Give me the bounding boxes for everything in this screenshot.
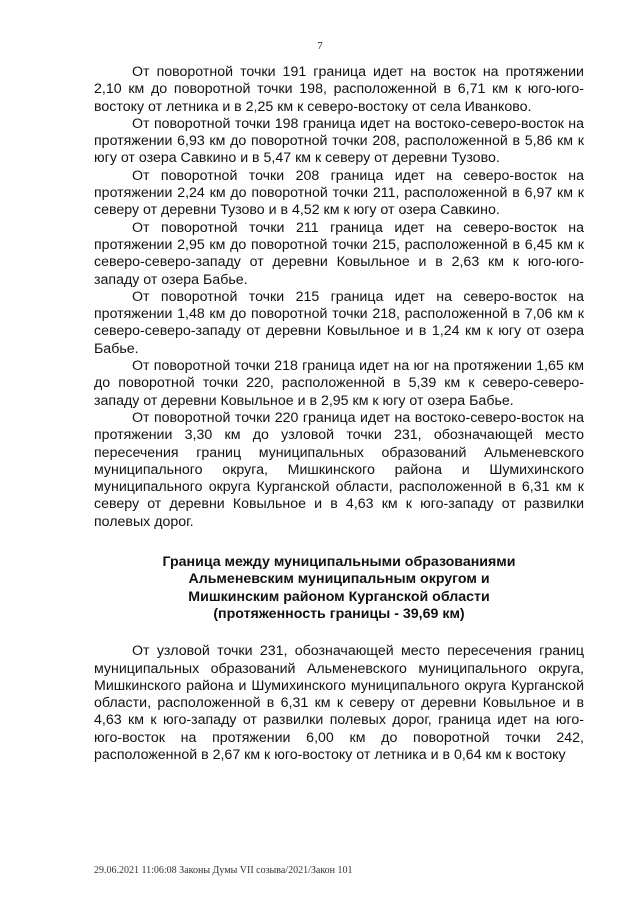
- heading-line: Граница между муниципальными образованиями: [162, 554, 516, 571]
- paragraph: От поворотной точки 218 граница идет на юг на протяжении 1,65 км до поворотной точки 220, расположенной в 5,39 км к северо-северо-западу от деревни Ковыльное и в 2,95 км к югу от озера Бабье.: [94, 358, 584, 409]
- document-body: [94, 64, 584, 764]
- paragraph: От поворотной точки 208 граница идет на северо-восток на протяжении 2,24 км до поворотной точки 211, расположенной в 6,97 км к северу от деревни Тузово и в 4,52 км к югу от озера Савкино.: [94, 167, 584, 219]
- heading-line: (протяженность границы - 39,69 км): [213, 605, 465, 622]
- heading-line: Альменевским муниципальным округом и: [188, 571, 490, 588]
- paragraph: От поворотной точки 191 граница идет на восток на протяжении 2,10 км до поворотной точки 198, расположенной в 6,71 км к юго-юго-востоку от летника и в 2,25 км к северо-востоку от села Иванково.: [94, 64, 584, 115]
- paragraph: От поворотной точки 198 граница идет на востоко-северо-восток на протяжении 6,93 км до поворотной точки 208, расположенной в 5,86 км к югу от озера Савкино и в 5,47 км к северу от деревни Тузово.: [94, 115, 584, 167]
- section-heading: [94, 554, 584, 623]
- heading-line: Мишкинским районом Курганской области: [188, 588, 490, 605]
- page-number: 7: [317, 40, 323, 52]
- paragraph: От узловой точки 231, обозначающей место пересечения границ муниципальных образований Альменевского муниципального округа, Мишкинского района и Шумихинского муниципального округа Курганской области, расположенной в 6,31 км к северу от деревни Ковыльное и в 4,63 км к юго-западу от развилки полевых дорог, граница идет на юго-юго-восток на протяжении 6,00 км до поворотной точки 242, расположенной в 2,67 км к юго-востоку от летника и в 0,64 км к востоку: [94, 643, 584, 763]
- paragraph: От поворотной точки 220 граница идет на востоко-северо-восток на протяжении 3,30 км до узловой точки 231, обозначающей место пересечения границ муниципальных образований Альменевского муниципального округа, Мишкинского района и Шумихинского муниципального округа Курганской области, расположенной в 6,31 км к северу от деревни Ковыльное и в 4,63 км к юго-западу от развилки полевых дорог.: [94, 409, 584, 530]
- footer-stamp: 29.06.2021 11:06:08 Законы Думы VII созыва/2021/Закон 101: [94, 865, 353, 876]
- paragraph: От поворотной точки 211 граница идет на северо-восток на протяжении 2,95 км до поворотной точки 215, расположенной в 6,45 км к северо-северо-западу от деревни Ковыльное и в 2,63 км к юго-юго-западу от озера Бабье.: [94, 219, 584, 288]
- paragraph: От поворотной точки 215 граница идет на северо-восток на протяжении 1,48 км до поворотной точки 218, расположенной в 7,06 км к северо-северо-западу от деревни Ковыльное и в 1,24 км к югу от озера Бабье.: [94, 288, 584, 357]
